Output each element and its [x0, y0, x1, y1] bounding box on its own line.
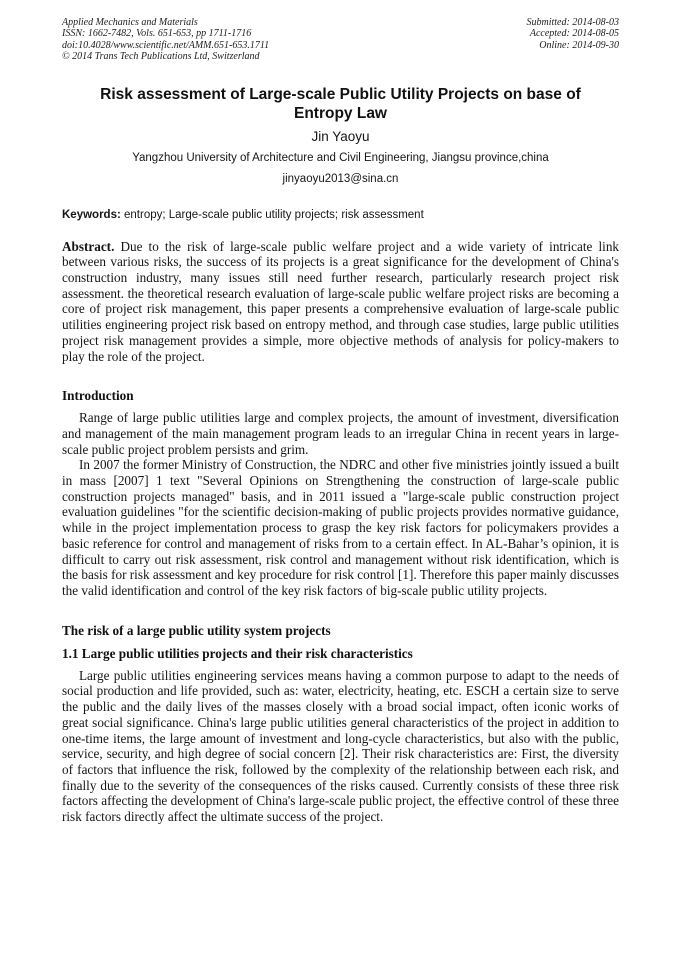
subsection-heading-1-1: 1.1 Large public utilities projects and their risk characteristics: [62, 645, 413, 661]
keywords-text: entropy; Large-scale public utility projects; risk assessment: [124, 208, 424, 221]
keywords-line: [62, 208, 619, 222]
submitted-date: Submitted: 2014-08-03: [526, 17, 619, 28]
risk-characteristics-paragraph: Large public utilities engineering services means having a common purpose to adapt to the needs of social production and life provided, such as: water, electricity, heating, etc. ESCH a certain size to serve the public and the daily lives of the masses closely with a broad social impact, often iconic works of great social significance. China's large public utilities general characteristics of the project in addition to one-time items, the large amount of investment and long-cycle characteristics, but also with the public, service, security, and high degree of social concern [2]. Their risk characteristics are: First, the diversity of factors that influence the risk, followed by the complexity of the relationship between each risk, and finally due to the severity of the consequences of the risks caused. Currently consists of these three risk factors affecting the development of China's large-scale public project, the effective control of these three risk factors directly affect the ultimate success of the project.: [62, 667, 619, 825]
submission-dates: [527, 17, 620, 51]
introduction-paragraph-1: Range of large public utilities large and complex projects, the amount of investment, diversification and management of the main management program leads to an irregular China in recent years in large-scale public project problem persists and grim.: [62, 410, 619, 457]
author-affiliation: Yangzhou University of Architecture and Civil Engineering, Jiangsu province,china: [132, 151, 549, 164]
abstract-label: Abstract.: [62, 238, 115, 254]
abstract-paragraph: [62, 239, 619, 365]
author-name: Jin Yaoyu: [311, 128, 370, 144]
journal-info: [62, 17, 269, 63]
section-heading-risk: The risk of a large public utility system projects: [62, 622, 331, 638]
journal-name: Applied Mechanics and Materials: [62, 17, 198, 28]
author-email: jinyaoyu2013@sina.cn: [282, 172, 399, 185]
journal-issn: ISSN: 1662-7482, Vols. 651-653, pp 1711-1716: [62, 28, 252, 40]
abstract-text: Due to the risk of large-scale public welfare project and a wide variety of intricate link between various risks, the success of its projects is a great significance for the development of China's construction industry, many issues still need further research, particularly research project risk assessment. the theoretical research evaluation of large-scale public welfare project risks are becoming a core of project risk management, this paper presents a comprehensive evaluation of large-scale public utilities engineering project risk based on entropy method, and through case studies, large public utilities project risk management provides a simple, more objective methods of analysis for policy-makers to play the role of the project.: [62, 238, 620, 364]
introduction-paragraph-2: In 2007 the former Ministry of Construction, the NDRC and other five ministries jointly issued a built in mass [2007] 1 text "Several Opinions on Strengthening the construction of large-scale public construction projects managed" basis, and in 2011 issued a "large-scale public construction project evaluation guidelines "for the scientific decision-making of public projects provides normative guidance, while in the project implementation process to grasp the key risk factors for policymakers provides a basic reference for control and management of risks from to a certain effect. In AL-Bahar’s opinion, it is difficult to carry out risk assessment, risk control and management without risk identification, which is the basis for risk assessment and key procedure for risk control [1]. Therefore this paper mainly discusses the valid identification and control of the key risk factors of big-scale public utility projects.: [62, 457, 619, 598]
keywords-label: Keywords:: [62, 208, 121, 221]
paper-title: Risk assessment of Large-scale Public Utility Projects on base of Entropy Law: [100, 85, 581, 122]
accepted-date: Accepted: 2014-08-05: [529, 28, 619, 40]
online-date: Online: 2014-09-30: [539, 39, 619, 51]
journal-copyright: © 2014 Trans Tech Publications Ltd, Switzerland: [62, 51, 260, 63]
journal-doi: doi:10.4028/www.scientific.net/AMM.651-653.1711: [62, 39, 270, 51]
journal-header: [62, 17, 619, 63]
section-heading-introduction: Introduction: [62, 388, 134, 404]
